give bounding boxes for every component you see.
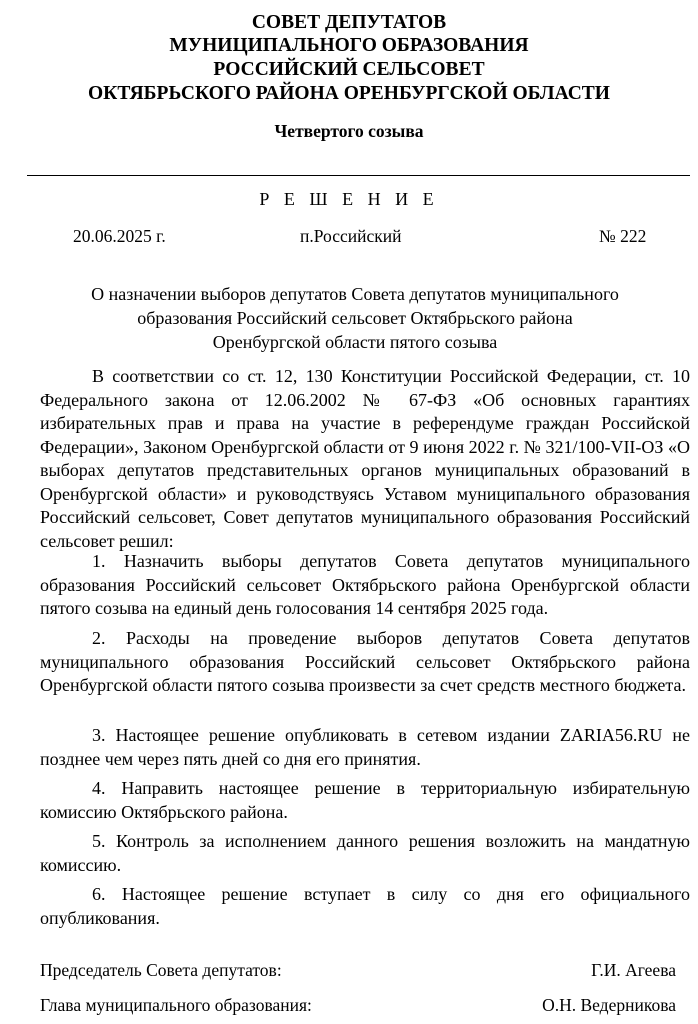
- item-3: 3. Настоящее решение опубликовать в сетевом издании ZARIA56.RU не позднее чем через пять дней со дня его принятия.: [40, 725, 690, 769]
- document-date: 20.06.2025 г.: [73, 226, 166, 246]
- item-2: 2. Расходы на проведение выборов депутатов Совета депутатов муниципального образования Российский сельсовет Октябрьского района Оренбургской области пятого созыва произвести за счет средств местного бюджета.: [40, 628, 690, 695]
- document-place: п.Российский: [300, 226, 402, 246]
- signature-name: О.Н. Ведерникова: [542, 995, 676, 1015]
- subject-line-1: О назначении выборов депутатов Совета депутатов муниципального: [91, 284, 619, 304]
- header-line-1: СОВЕТ ДЕПУТАТОВ: [251, 12, 447, 33]
- header-line-2: МУНИЦИПАЛЬНОГО ОБРАЗОВАНИЯ: [169, 35, 529, 56]
- item-4: 4. Направить настоящее решение в территориальную избирательную комиссию Октябрьского района.: [40, 778, 690, 822]
- header-line-3: РОССИЙСКИЙ СЕЛЬСОВЕТ: [213, 59, 485, 80]
- header-divider: [27, 175, 690, 176]
- document-number: № 222: [599, 226, 647, 246]
- item-1: 1. Назначить выборы депутатов Совета депутатов муниципального образования Российский сельсовет Октябрьского района Оренбургской области пятого созыва на единый день голосования 14 сентября 2025 года.: [40, 551, 690, 618]
- item-5: 5. Контроль за исполнением данного решения возложить на мандатную комиссию.: [40, 831, 690, 875]
- signature-row-chairman: [40, 959, 676, 981]
- decision-subject: [40, 282, 670, 354]
- decision-title: Р Е Ш Е Н И Е: [259, 189, 439, 209]
- item-6: 6. Настоящее решение вступает в силу со дня его официального опубликования.: [40, 884, 690, 928]
- signature-row-head: [40, 994, 676, 1016]
- signature-position: Председатель Совета депутатов:: [40, 960, 282, 980]
- subject-line-2: образования Российский сельсовет Октябрьского района: [137, 308, 573, 328]
- subject-line-3: Оренбургской области пятого созыва: [212, 332, 498, 352]
- signature-position: Глава муниципального образования:: [40, 995, 312, 1015]
- preamble-paragraph: В соответствии со ст. 12, 130 Конституции Российской Федерации, ст. 10 Федерального закона от 12.06.2002 № 67-ФЗ «Об основных гарантиях избирательных прав и права на участие в референдуме граждан Российской Федерации», Законом Оренбургской области от 9 июня 2022 г. № 321/100-VII-ОЗ «О выборах депутатов представительных органов муниципальных образований в Оренбургской области» и руководствуясь Уставом муниципального образования Российский сельсовет, Совет депутатов муниципального образования Российский сельсовет решил:: [40, 366, 690, 551]
- signature-name: Г.И. Агеева: [591, 960, 676, 980]
- header-line-4: ОКТЯБРЬСКОГО РАЙОНА ОРЕНБУРГСКОЙ ОБЛАСТИ: [88, 83, 610, 104]
- convocation-label: Четвертого созыва: [274, 121, 424, 141]
